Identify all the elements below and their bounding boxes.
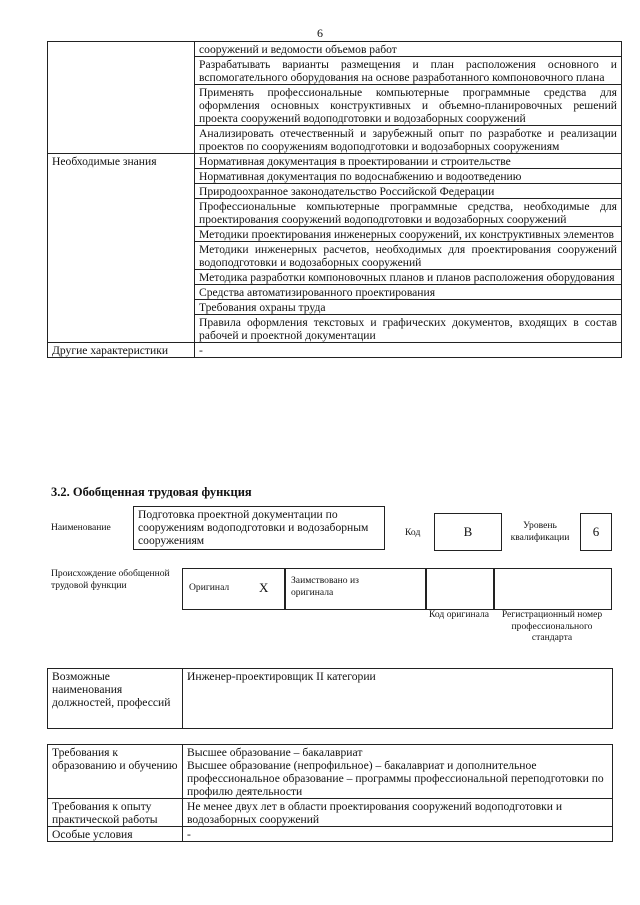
table-row	[48, 827, 613, 842]
level-value: 6	[592, 524, 600, 539]
table-row	[48, 745, 613, 799]
positions-table	[47, 668, 613, 729]
name-value-box	[133, 506, 385, 550]
education-line: Высшее образование (непрофильное) – бакалавриат и дополнительное профессиональное образование – программы профессиональной переподготовки по профилю деятельности	[187, 759, 604, 798]
code-original-box	[425, 568, 495, 610]
level-label: Уровень квалификации	[510, 520, 570, 543]
origin-label: Происхождение обобщенной трудовой функции	[51, 568, 170, 591]
skill-cell: сооружений и ведомости объемов работ	[195, 42, 622, 57]
table-row	[48, 669, 613, 729]
skills-knowledge-table	[47, 41, 622, 358]
other-characteristics-label: Другие характеристики	[48, 343, 195, 358]
knowledge-cell: Методика разработки компоновочных планов и планов расположения оборудования	[195, 270, 622, 285]
table-row	[48, 799, 613, 827]
section-title: 3.2. Обобщенная трудовая функция	[51, 485, 252, 499]
special-conditions-value: -	[183, 827, 613, 842]
original-label: Оригинал	[189, 582, 230, 593]
positions-label: Возможные наименования должностей, профессий	[48, 669, 183, 729]
code-label: Код	[405, 527, 421, 538]
name-label: Наименование	[51, 522, 111, 533]
table-row	[48, 154, 622, 169]
education-line: Высшее образование – бакалавриат	[187, 746, 363, 759]
original-mark: X	[259, 580, 269, 595]
skill-cell: Разрабатывать варианты размещения и план расположения основного и вспомогательного оборудования на основе разработанного компоновочного плана	[195, 57, 622, 85]
level-value-box	[580, 513, 612, 551]
knowledge-cell: Нормативная документация по водоснабжению и водоотведению	[195, 169, 622, 184]
education-label: Требования к образованию и обучению	[48, 745, 183, 799]
original-box	[182, 568, 286, 610]
skill-cell: Анализировать отечественный и зарубежный опыт по разработке и реализации проектов по сооружениям водоподготовки и водозаборных сооружениям	[195, 126, 622, 154]
reg-number-box	[493, 568, 612, 610]
code-value: B	[463, 524, 473, 539]
positions-value: Инженер-проектировщик II категории	[183, 669, 613, 729]
table-row	[48, 42, 622, 57]
knowledge-cell: Природоохранное законодательство Российской Федерации	[195, 184, 622, 199]
knowledge-cell: Нормативная документация в проектировании и строительстве	[195, 154, 622, 169]
knowledge-cell: Требования охраны труда	[195, 300, 622, 315]
borrowed-label: Заимствовано из оригинала	[291, 575, 359, 598]
special-conditions-label: Особые условия	[48, 827, 183, 842]
education-value	[183, 745, 613, 799]
reg-number-caption: Регистрационный номер профессионального стандарта	[501, 609, 603, 643]
experience-label: Требования к опыту практической работы	[48, 799, 183, 827]
code-value-box	[434, 513, 502, 551]
knowledge-cell: Профессиональные компьютерные программные средства, необходимые для проектирования сооружений водоподготовки и водозаборных сооружений	[195, 199, 622, 227]
knowledge-cell: Средства автоматизированного проектирования	[195, 285, 622, 300]
code-original-caption: Код оригинала	[428, 609, 490, 620]
other-characteristics-value: -	[195, 343, 622, 358]
requirements-table	[47, 744, 613, 842]
page-number: 6	[317, 26, 323, 40]
knowledge-cell: Методики проектирования инженерных сооружений, их конструктивных элементов	[195, 227, 622, 242]
knowledge-cell: Правила оформления текстовых и графических документов, входящих в состав рабочей и проектной документации	[195, 315, 622, 343]
knowledge-label: Необходимые знания	[48, 154, 195, 343]
experience-value: Не менее двух лет в области проектирования сооружений водоподготовки и водозаборных сооружений	[183, 799, 613, 827]
empty-label-cell	[48, 42, 195, 154]
knowledge-cell: Методики инженерных расчетов, необходимых для проектирования сооружений водоподготовки и водозаборных сооружений	[195, 242, 622, 270]
table-row	[48, 343, 622, 358]
skill-cell: Применять профессиональные компьютерные программные средства для оформления основных конструктивных и объемно-планировочных решений проекта сооружений водоподготовки и водозаборных сооружений	[195, 85, 622, 126]
borrowed-box	[284, 568, 427, 610]
name-value: Подготовка проектной документации по сооружениям водоподготовки и водозаборным сооружениям	[138, 508, 369, 547]
